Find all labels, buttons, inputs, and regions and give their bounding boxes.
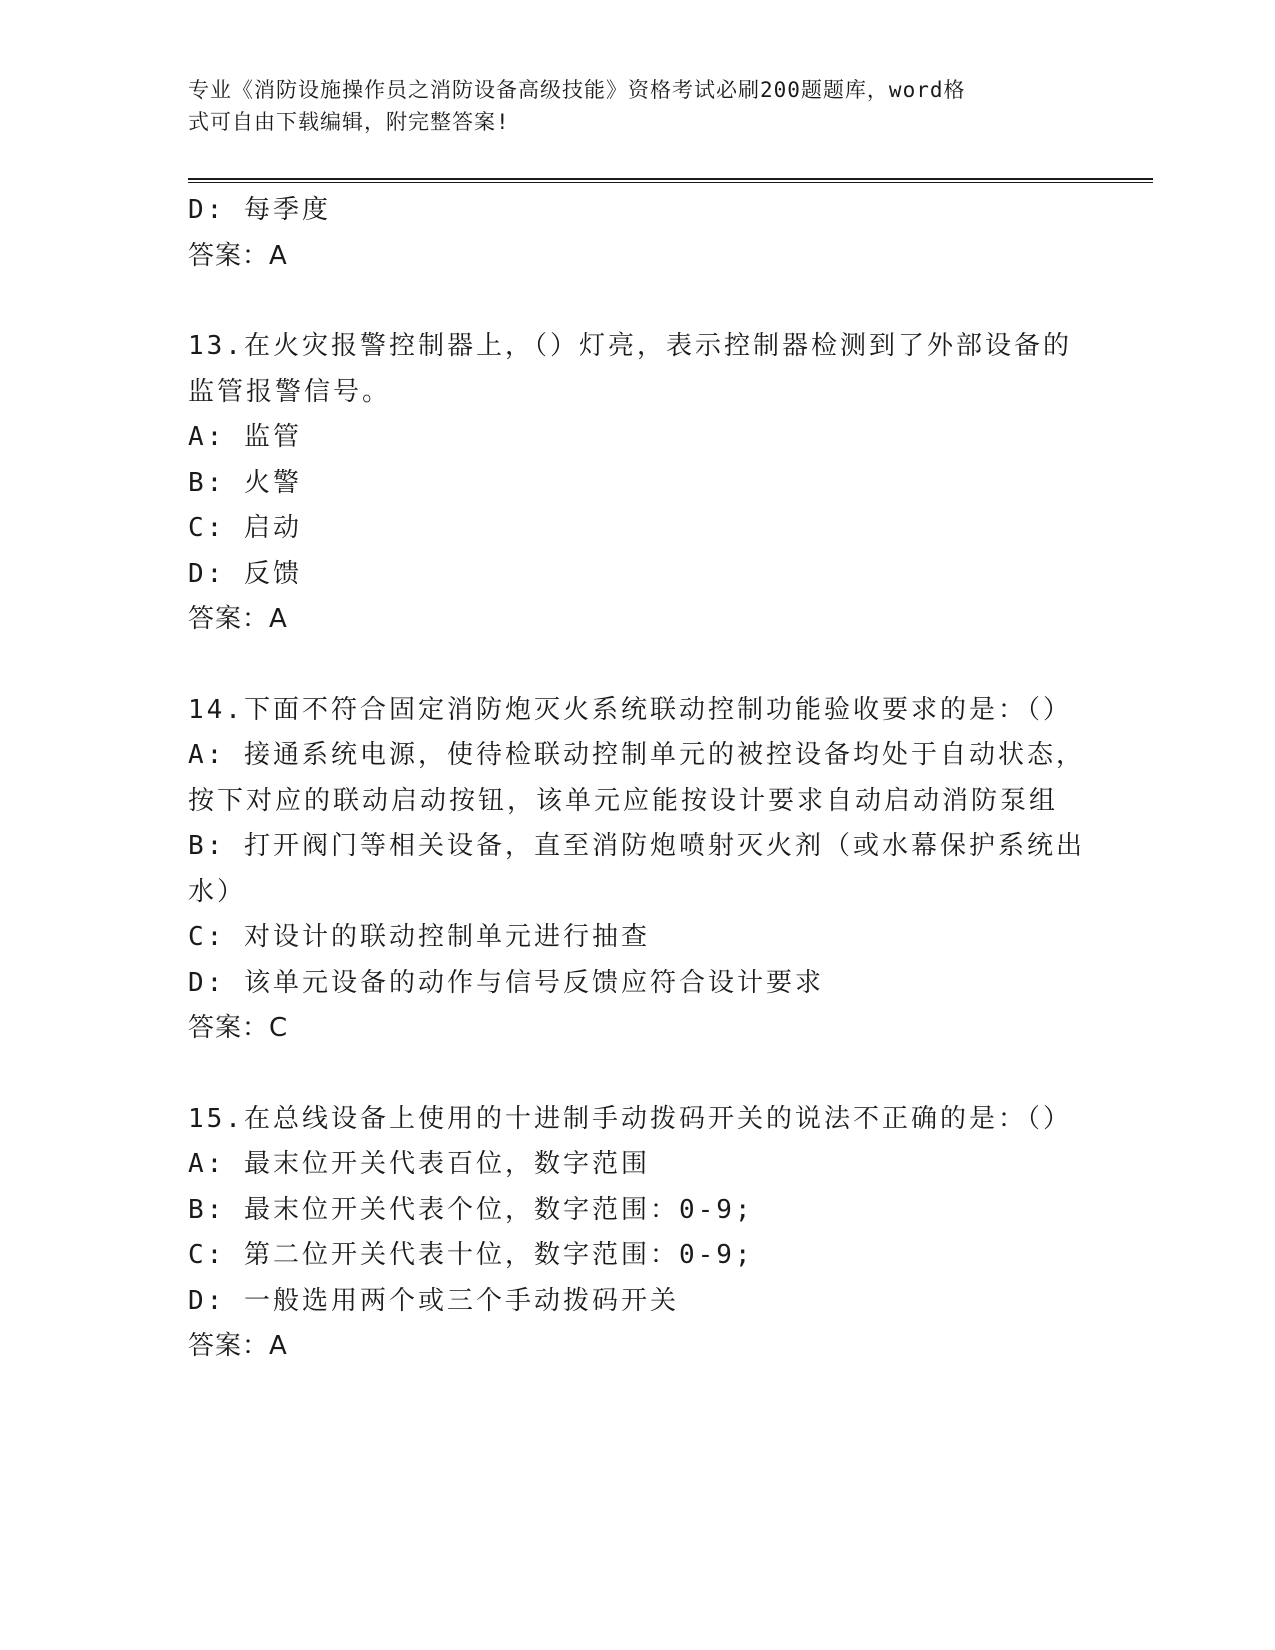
option-b-continued: 水）	[188, 876, 247, 907]
question-content	[188, 188, 1088, 1370]
header-divider	[188, 178, 1153, 183]
option-d: D: 每季度	[188, 195, 331, 225]
question-13	[188, 324, 1088, 643]
question-14	[188, 688, 1088, 1052]
option-d: D: 该单元设备的动作与信号反馈应符合设计要求	[188, 967, 824, 998]
option-b: B: 打开阀门等相关设备，直至消防炮喷射灭火剂（或水幕保护系统出	[188, 831, 1085, 861]
option-b: B: 最末位开关代表个位，数字范围：0-9;	[188, 1194, 754, 1225]
header-line-2: 式可自由下载编辑，附完整答案!	[188, 110, 510, 134]
question-stem: 监管报警信号。	[188, 376, 392, 407]
header-line-1: 专业《消防设施操作员之消防设备高级技能》资格考试必刷200题题库，word格	[188, 78, 966, 102]
answer-line: 答案：A	[188, 1331, 288, 1361]
answer-line: 答案：C	[188, 1013, 289, 1043]
question-stem: 15.在总线设备上使用的十进制手动拨码开关的说法不正确的是：（）	[188, 1103, 1072, 1134]
option-a: A: 最末位开关代表百位，数字范围	[188, 1149, 650, 1179]
question-stem: 14.下面不符合固定消防炮灭火系统联动控制功能验收要求的是：（）	[188, 694, 1072, 725]
page-header	[188, 74, 1068, 138]
spacer	[188, 643, 1088, 688]
answer-line: 答案：A	[188, 604, 288, 634]
option-a: A: 监管	[188, 422, 302, 452]
spacer	[188, 279, 1088, 324]
answer-line: 答案：A	[188, 240, 288, 271]
option-d: D: 一般选用两个或三个手动拨码开关	[188, 1285, 679, 1316]
option-c: C: 对设计的联动控制单元进行抽查	[188, 922, 650, 952]
option-d: D: 反馈	[188, 558, 302, 589]
option-b: B: 火警	[188, 467, 302, 498]
option-c: C: 第二位开关代表十位，数字范围：0-9;	[188, 1240, 754, 1270]
question-15	[188, 1097, 1088, 1370]
question-stem: 13.在火灾报警控制器上，（）灯亮，表示控制器检测到了外部设备的	[188, 331, 1072, 361]
option-a: A: 接通系统电源，使待检联动控制单元的被控设备均处于自动状态，	[188, 740, 1085, 770]
spacer	[188, 1052, 1088, 1097]
carryover-question-12	[188, 188, 1088, 279]
option-a-continued: 按下对应的联动启动按钮，该单元应能按设计要求自动启动消防泵组	[188, 785, 1059, 816]
option-c: C: 启动	[188, 513, 302, 543]
